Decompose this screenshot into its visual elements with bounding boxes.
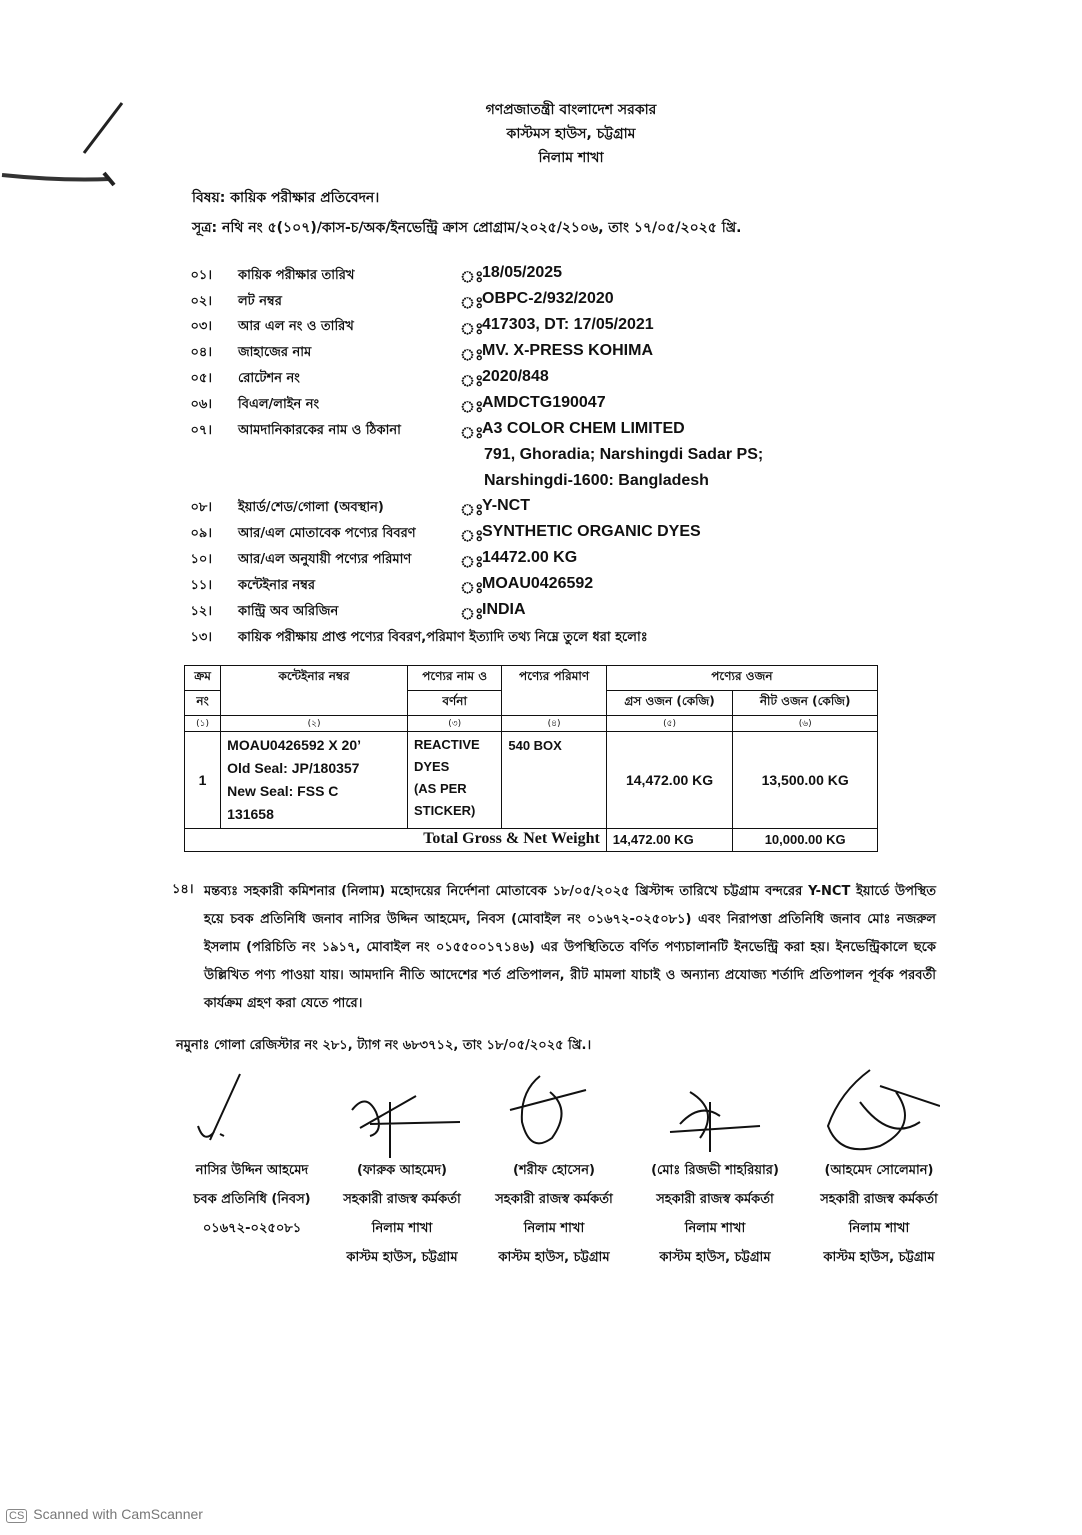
cell-container (221, 732, 408, 829)
total-label: Total Gross & Net Weight (185, 829, 607, 852)
table-column-numbers (185, 716, 878, 732)
signature-scribble (352, 1096, 460, 1158)
header-weight: পণ্যের ওজন (606, 666, 877, 691)
column-number: (৫) (606, 716, 733, 732)
remarks-number: ১৪। (172, 882, 194, 897)
signatory-section: নিলাম শাখা (371, 1221, 433, 1236)
signatory-title: চবক প্রতিনিধি (নিবস) (193, 1192, 311, 1207)
item-number: ০২। (190, 294, 212, 309)
item-colon: ঃ (460, 371, 484, 390)
item-label: আমদানিকারকের নাম ও ঠিকানা (238, 423, 401, 438)
table-row (185, 732, 878, 829)
item-colon: ঃ (460, 578, 484, 597)
column-number: (১) (185, 716, 221, 732)
signatory-title: সহকারী রাজস্ব কর্মকর্তা (820, 1192, 938, 1207)
item-label: কন্টেইনার নম্বর (238, 578, 316, 593)
column-number: (৩) (407, 716, 501, 732)
column-number: (৪) (502, 716, 606, 732)
cell-gross-weight: 14,472.00 KG (606, 732, 733, 829)
item-value: 18/05/2025 (482, 264, 563, 281)
signature-marks (180, 1062, 940, 1162)
signatory-name: (শরীফ হোসেন) (513, 1163, 595, 1178)
signatory-office: কাস্টম হাউস, চট্টগ্রাম (659, 1250, 771, 1265)
header-container: কন্টেইনার নম্বর (221, 666, 408, 716)
new-seal: New Seal: FSS C (227, 783, 339, 799)
item-number: ১৩। (190, 630, 212, 645)
remarks-text: মন্তব্যঃ সহকারী কমিশনার (নিলাম) মহোদয়ের নির্দেশনা মোতাবেক ১৮/০৫/২০২৫ খ্রিস্টাব্দ তারিখে চট্টগ্রাম বন্দরের Y-NCT ইয়ার্ডে উপস্থিত হয়ে চবক প্রতিনিধি জনাব নাসির উদ্দিন আহমেদ, নিবস (মোবাইল নং ০১৬৭২-০২৫০৮১) এবং নিরাপত্তা প্রতিনিধি জনাব মোঃ নজরুল ইসলাম (পরিচিতি নং ১৯১৭, মোবাইল নং ০১৫৫০০১৭১৪৬) এর উপস্থিতিতে বর্ণিত পণ্যচালানটি ইনভেন্ট্রি করা হয়। ইনভেন্ট্রিকালে ছকে উল্লিখিত পণ্য পাওয়া যায়। আমদানি নীতি আদেশের শর্ত প্রতিপালন, রীট মামলা যাচাই ও অন্যান্য প্রযোজ্য শর্তাদি প্রতিপালন পূর্বক পরবর্তী কার্যক্রম গ্রহণ করা যেতে পারে। (204, 884, 936, 1011)
column-number: (২) (221, 716, 408, 732)
header-net-weight: নীট ওজন (কেজি) (733, 691, 878, 716)
cell-description (407, 732, 501, 829)
description-line: STICKER) (413, 803, 476, 818)
item-number: ০৫। (190, 371, 212, 386)
item-number: ০৯। (190, 526, 212, 541)
goods-table (184, 665, 878, 852)
item-label: আর/এল মোতাবেক পণ্যের বিবরণ (238, 526, 416, 541)
signature-scribble (198, 1074, 240, 1140)
item-label: বিএল/লাইন নং (238, 397, 320, 412)
cell-serial: 1 (185, 732, 221, 829)
signatory-block (322, 1156, 482, 1272)
header-quantity: পণ্যের পরিমাণ (502, 666, 606, 716)
header-office: কাস্টমস হাউস, চট্টগ্রাম (506, 126, 636, 142)
item-value: SYNTHETIC ORGANIC DYES (482, 523, 701, 540)
signatory-office: কাস্টম হাউস, চট্টগ্রাম (823, 1250, 935, 1265)
total-net-weight: 10,000.00 KG (733, 829, 878, 852)
item-label: আর এল নং ও তারিখ (238, 319, 354, 334)
header-serial-no: নং (185, 691, 221, 716)
new-seal-number: 131658 (227, 806, 274, 822)
item-colon: ঃ (460, 500, 484, 519)
item-label: জাহাজের নাম (238, 345, 312, 360)
signatory-name: (মোঃ রিজভী শাহরিয়ার) (651, 1163, 779, 1178)
description-line: DYES (413, 759, 450, 774)
item-label: কায়িক পরীক্ষার তারিখ (238, 268, 355, 283)
table-total-row (185, 829, 878, 852)
item-colon: ঃ (460, 552, 484, 571)
camscanner-logo-icon: CS (6, 1509, 27, 1523)
signatory-section: নিলাম শাখা (523, 1221, 585, 1236)
table-header-row (185, 666, 878, 691)
signatory-block (474, 1156, 634, 1272)
header-description-2: বর্ণনা (407, 691, 501, 716)
signatory-name: (ফারুক আহমেদ) (356, 1163, 447, 1178)
item-colon: ঃ (460, 423, 484, 442)
item-value: AMDCTG190047 (482, 394, 606, 411)
item-number: ০৮। (190, 500, 212, 515)
item-number: ০৪। (190, 345, 212, 360)
item-label: লট নম্বর (238, 294, 282, 309)
signatory-title: সহকারী রাজস্ব কর্মকর্তা (495, 1192, 613, 1207)
scanner-watermark (6, 1506, 203, 1523)
item-number: ০৬। (190, 397, 212, 412)
item-number: ০৩। (190, 319, 212, 334)
old-seal: Old Seal: JP/180357 (227, 760, 360, 776)
container-number: MOAU0426592 X 20’ (227, 737, 362, 753)
item-number: ১১। (190, 578, 212, 593)
signatory-name: নাসির উদ্দিন আহমেদ (195, 1163, 309, 1178)
signature-scribble (828, 1070, 940, 1149)
header-serial: ক্রম (185, 666, 221, 691)
signatory-block (172, 1156, 332, 1243)
header-section: নিলাম শাখা (538, 150, 604, 166)
item-colon: ঃ (460, 604, 484, 623)
item-colon: ঃ (460, 397, 484, 416)
signatory-name: (আহমেদ সোলেমান) (824, 1163, 934, 1178)
item-label: রোটেশন নং (238, 371, 300, 386)
signatory-office: কাস্টম হাউস, চট্টগ্রাম (346, 1250, 458, 1265)
header-government: গণপ্রজাতন্ত্রী বাংলাদেশ সরকার (485, 102, 657, 118)
signature-scribble (510, 1076, 586, 1143)
description-line: (AS PER (413, 781, 467, 796)
signatory-section: নিলাম শাখা (684, 1221, 746, 1236)
description-line: REACTIVE (413, 737, 480, 752)
cell-quantity: 540 BOX (502, 732, 606, 829)
subject-line: বিষয়: কায়িক পরীক্ষার প্রতিবেদন। (192, 190, 380, 206)
signatory-block (794, 1156, 964, 1272)
item-value: INDIA (482, 601, 526, 618)
item-value: MV. X-PRESS KOHIMA (482, 342, 653, 359)
item-label: কান্ট্রি অব অরিজিন (238, 604, 339, 619)
signatory-title: সহকারী রাজস্ব কর্মকর্তা (343, 1192, 461, 1207)
item-colon: ঃ (460, 345, 484, 364)
signature-scribble (670, 1092, 760, 1152)
item-number: ০১। (190, 268, 212, 283)
importer-address-line2: Narshingdi-1600: Bangladesh (484, 472, 709, 489)
cell-net-weight: 13,500.00 KG (733, 732, 878, 829)
item-value: MOAU0426592 (482, 575, 594, 592)
item-value: Y-NCT (482, 497, 530, 514)
item-number: ০৭। (190, 423, 212, 438)
letter-header (0, 98, 1082, 170)
item-label: আর/এল অনুযায়ী পণ্যের পরিমাণ (238, 552, 412, 567)
item-value: 14472.00 KG (482, 549, 578, 566)
importer-address-line1: 791, Ghoradia; Narshingdi Sadar PS; (484, 446, 764, 463)
watermark-text: Scanned with CamScanner (33, 1506, 203, 1522)
signatory-title: সহকারী রাজস্ব কর্মকর্তা (656, 1192, 774, 1207)
sample-line: নমুনাঃ গোলা রেজিস্টার নং ২৮১, ট্যাগ নং ৬৮৩৭১২, তাং ১৮/০৫/২০২৫ খ্রি.। (176, 1038, 592, 1053)
item-number: ১২। (190, 604, 212, 619)
column-number: (৬) (733, 716, 878, 732)
item-colon: ঃ (460, 267, 484, 286)
item-label: কায়িক পরীক্ষায় প্রাপ্ত পণ্যের বিবরণ,পরিমাণ ইত্যাদি তথ্য নিম্নে তুলে ধরা হলোঃ (238, 630, 648, 645)
header-gross-weight: গ্রস ওজন (কেজি) (606, 691, 733, 716)
item-value: A3 COLOR CHEM LIMITED (482, 420, 685, 437)
item-colon: ঃ (460, 293, 484, 312)
signatory-block (630, 1156, 800, 1272)
signatory-office: কাস্টম হাউস, চট্টগ্রাম (498, 1250, 610, 1265)
item-colon: ঃ (460, 319, 484, 338)
item-number: ১০। (190, 552, 212, 567)
signatory-phone: ০১৬৭২-০২৫০৮১ (202, 1221, 302, 1236)
header-description: পণ্যের নাম ও (407, 666, 501, 691)
reference-line: সূত্র: নথি নং ৫(১০৭)/কাস-চ/অক/ইনভেন্ট্রি ক্রাস প্রোগ্রাম/২০২৫/২১০৬, তাং ১৭/০৫/২০২৫ খ্রি. (192, 220, 742, 236)
item-value: OBPC-2/932/2020 (482, 290, 614, 307)
item-value: 2020/848 (482, 368, 549, 385)
item-colon: ঃ (460, 526, 484, 545)
item-label: ইয়ার্ড/শেড/গোলা (অবস্থান) (238, 500, 384, 515)
signatory-section: নিলাম শাখা (848, 1221, 910, 1236)
total-gross-weight: 14,472.00 KG (606, 829, 733, 852)
item-value: 417303, DT: 17/05/2021 (482, 316, 654, 333)
